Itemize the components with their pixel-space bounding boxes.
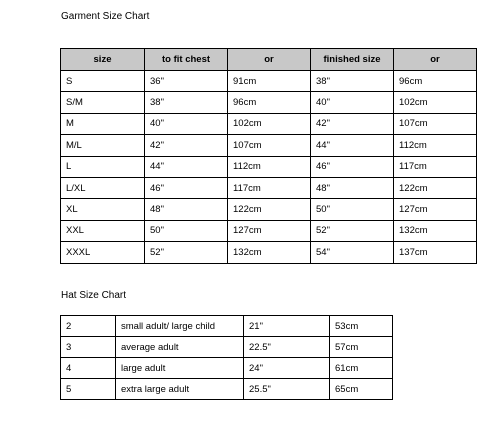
finished-in-cell: 40"	[311, 92, 394, 113]
hat-size-cell: 5	[61, 379, 116, 400]
chest-cm-cell: 112cm	[228, 156, 311, 177]
chest-cm-cell: 96cm	[228, 92, 311, 113]
size-cell: S	[61, 71, 145, 92]
table-row	[61, 379, 393, 400]
chest-in-cell: 50"	[145, 220, 228, 241]
finished-cm-cell: 137cm	[394, 242, 477, 263]
table-header-row	[61, 49, 477, 71]
finished-cm-cell: 96cm	[394, 71, 477, 92]
size-cell: L/XL	[61, 177, 145, 198]
size-cell: S/M	[61, 92, 145, 113]
table-row	[61, 199, 477, 220]
header-or-cm-finished: or	[394, 49, 477, 71]
chest-cm-cell: 127cm	[228, 220, 311, 241]
hat-cm-cell: 61cm	[330, 358, 393, 379]
chest-cm-cell: 107cm	[228, 135, 311, 156]
hat-in-cell: 21"	[244, 316, 330, 337]
chest-cm-cell: 91cm	[228, 71, 311, 92]
hat-fit-cell: small adult/ large child	[116, 316, 244, 337]
hat-size-cell: 4	[61, 358, 116, 379]
hat-in-cell: 22.5"	[244, 337, 330, 358]
hat-size-cell: 2	[61, 316, 116, 337]
hat-cm-cell: 53cm	[330, 316, 393, 337]
finished-cm-cell: 132cm	[394, 220, 477, 241]
table-row	[61, 177, 477, 198]
size-cell: L	[61, 156, 145, 177]
hat-size-cell: 3	[61, 337, 116, 358]
header-finished-size: finished size	[311, 49, 394, 71]
size-cell: M	[61, 113, 145, 134]
hat-cm-cell: 65cm	[330, 379, 393, 400]
chest-cm-cell: 132cm	[228, 242, 311, 263]
finished-in-cell: 44"	[311, 135, 394, 156]
chest-in-cell: 38"	[145, 92, 228, 113]
table-row	[61, 220, 477, 241]
chest-cm-cell: 122cm	[228, 199, 311, 220]
header-size: size	[61, 49, 145, 71]
size-cell: XXXL	[61, 242, 145, 263]
finished-in-cell: 48"	[311, 177, 394, 198]
chest-in-cell: 44"	[145, 156, 228, 177]
size-cell: XL	[61, 199, 145, 220]
chest-cm-cell: 102cm	[228, 113, 311, 134]
finished-cm-cell: 117cm	[394, 156, 477, 177]
hat-in-cell: 25.5"	[244, 379, 330, 400]
table-row	[61, 92, 477, 113]
table-row	[61, 135, 477, 156]
hat-cm-cell: 57cm	[330, 337, 393, 358]
hat-size-chart-title: Hat Size Chart	[61, 290, 127, 301]
hat-in-cell: 24"	[244, 358, 330, 379]
table-row	[61, 337, 393, 358]
chest-in-cell: 52"	[145, 242, 228, 263]
hat-fit-cell: large adult	[116, 358, 244, 379]
finished-cm-cell: 102cm	[394, 92, 477, 113]
chest-in-cell: 36"	[145, 71, 228, 92]
garment-size-table	[60, 48, 477, 264]
chest-in-cell: 40"	[145, 113, 228, 134]
size-cell: XXL	[61, 220, 145, 241]
header-or-cm-chest: or	[228, 49, 311, 71]
chest-cm-cell: 117cm	[228, 177, 311, 198]
finished-in-cell: 52"	[311, 220, 394, 241]
table-row	[61, 358, 393, 379]
finished-cm-cell: 107cm	[394, 113, 477, 134]
size-cell: M/L	[61, 135, 145, 156]
finished-in-cell: 54"	[311, 242, 394, 263]
finished-in-cell: 46"	[311, 156, 394, 177]
chest-in-cell: 48"	[145, 199, 228, 220]
header-to-fit-chest: to fit chest	[145, 49, 228, 71]
table-row	[61, 156, 477, 177]
table-row	[61, 113, 477, 134]
table-row	[61, 316, 393, 337]
table-row	[61, 71, 477, 92]
finished-in-cell: 38"	[311, 71, 394, 92]
hat-fit-cell: average adult	[116, 337, 244, 358]
finished-cm-cell: 122cm	[394, 177, 477, 198]
garment-size-chart-title: Garment Size Chart	[61, 11, 150, 22]
finished-cm-cell: 112cm	[394, 135, 477, 156]
finished-cm-cell: 127cm	[394, 199, 477, 220]
table-row	[61, 242, 477, 263]
chest-in-cell: 42"	[145, 135, 228, 156]
chest-in-cell: 46"	[145, 177, 228, 198]
hat-size-table	[60, 315, 393, 400]
finished-in-cell: 42"	[311, 113, 394, 134]
finished-in-cell: 50"	[311, 199, 394, 220]
hat-fit-cell: extra large adult	[116, 379, 244, 400]
